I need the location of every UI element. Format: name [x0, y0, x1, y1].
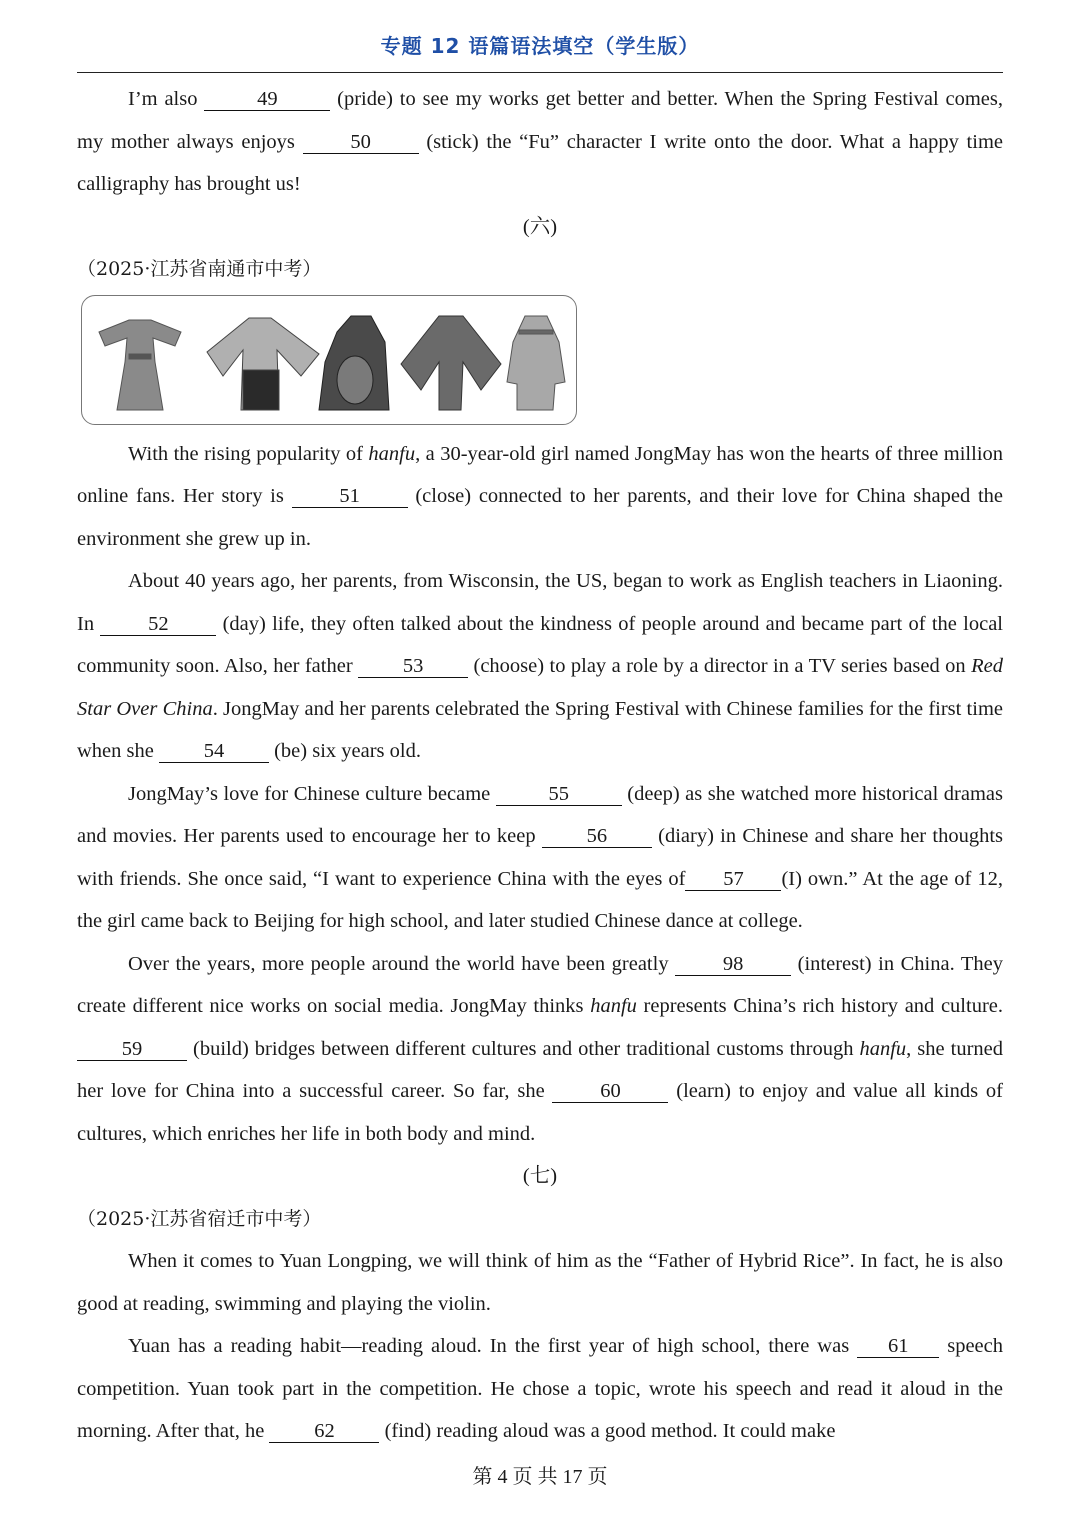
paragraph-s6-2: About 40 years ago, her parents, from Wisconsin, the US, began to work as English teachers in Liaoning. In 52 (day) life, they often talked about the kindness of people around and became part of the local community soon. Also, her father 53 (choose) to play a role by a director in a TV series based on Red Star Over China. JongMay and her parents celebrated the Spring Festival with Chinese families for the first time when she 54 (be) six years old.: [77, 570, 1003, 762]
blank-62[interactable]: 62: [269, 1420, 379, 1443]
blank-59[interactable]: 59: [77, 1038, 187, 1061]
blank-55[interactable]: 55: [496, 783, 622, 806]
blank-50[interactable]: 50: [303, 131, 419, 154]
costume-1: [99, 320, 181, 410]
blank-49[interactable]: 49: [204, 88, 330, 111]
paragraph-calligraphy: I’m also 49 (pride) to see my works get better and better. When the Spring Festival comes, my mother always enjoys 50 (stick) the “Fu” character I write onto the door. What a happy time calligraphy has brought us!: [77, 88, 1003, 195]
paragraph-s7-2: Yuan has a reading habit—reading aloud. In the first year of high school, there was 61 speech competition. Yuan took part in the competition. He chose a topic, wrote his speech and read it aloud in the morning. After that, he 62 (find) reading aloud was a good method. It could make: [77, 1335, 1003, 1442]
document-body: [77, 78, 1003, 1453]
paragraph-s6-3: JongMay’s love for Chinese culture became 55 (deep) as she watched more historical dramas and movies. Her parents used to encourage her to keep 56 (diary) in Chinese and share her thoughts with friends. She once said, “I want to experience China with the eyes of 57 (I) own.” At the age of 12, the girl came back to Beijing for high school, and later studied Chinese dance at college.: [77, 782, 1003, 932]
costume-5: [507, 316, 565, 410]
page-number-footer: 第 4 页 共 17 页: [472, 1466, 608, 1488]
source-nantong: （2025·江苏省南通市中考）: [77, 258, 322, 280]
section-label-6: (六): [522, 215, 558, 238]
page-header-title: 专题 12 语篇语法填空（学生版）: [380, 34, 700, 58]
blank-57[interactable]: 57: [685, 868, 781, 891]
blank-53[interactable]: 53: [358, 655, 468, 678]
costume-3: [319, 316, 389, 410]
paragraph-s6-1: With the rising popularity of hanfu, a 30-year-old girl named JongMay has won the hearts of three million online fans. Her story is 51 (close) connected to her parents, and their love for China shaped the environment she grew up in.: [77, 442, 1004, 550]
blank-51[interactable]: 51: [292, 485, 408, 508]
header-divider: [77, 72, 1003, 73]
hanfu-figures: [89, 302, 569, 418]
blank-54[interactable]: 54: [159, 740, 269, 763]
blank-56[interactable]: 56: [542, 825, 652, 848]
costume-2: [207, 318, 319, 410]
section-label-7: (七): [522, 1165, 558, 1187]
paragraph-s6-4: Over the years, more people around the world have been greatly 98 (interest) in China. They create different nice works on social media. JongMay thinks hanfu represents China’s rich history and culture. 59 (build) bridges between different cultures and other traditional customs through hanfu, she turned her love for China into a successful career. So far, she 60 (learn) to enjoy and value all kinds of cultures, which enriches her life in both body and mind.: [77, 952, 1004, 1145]
hanfu-costumes-image: [81, 295, 577, 425]
blank-61[interactable]: 61: [857, 1335, 939, 1358]
paragraph-s7-1: When it comes to Yuan Longping, we will think of him as the “Father of Hybrid Rice”. In fact, he is also good at reading, swimming and playing the violin.: [77, 1250, 1003, 1315]
costume-4: [401, 316, 501, 410]
blank-58[interactable]: 98: [675, 953, 791, 976]
blank-52[interactable]: 52: [100, 613, 216, 636]
source-suqian: （2025·江苏省宿迁市中考）: [77, 1207, 322, 1230]
blank-60[interactable]: 60: [552, 1080, 668, 1103]
